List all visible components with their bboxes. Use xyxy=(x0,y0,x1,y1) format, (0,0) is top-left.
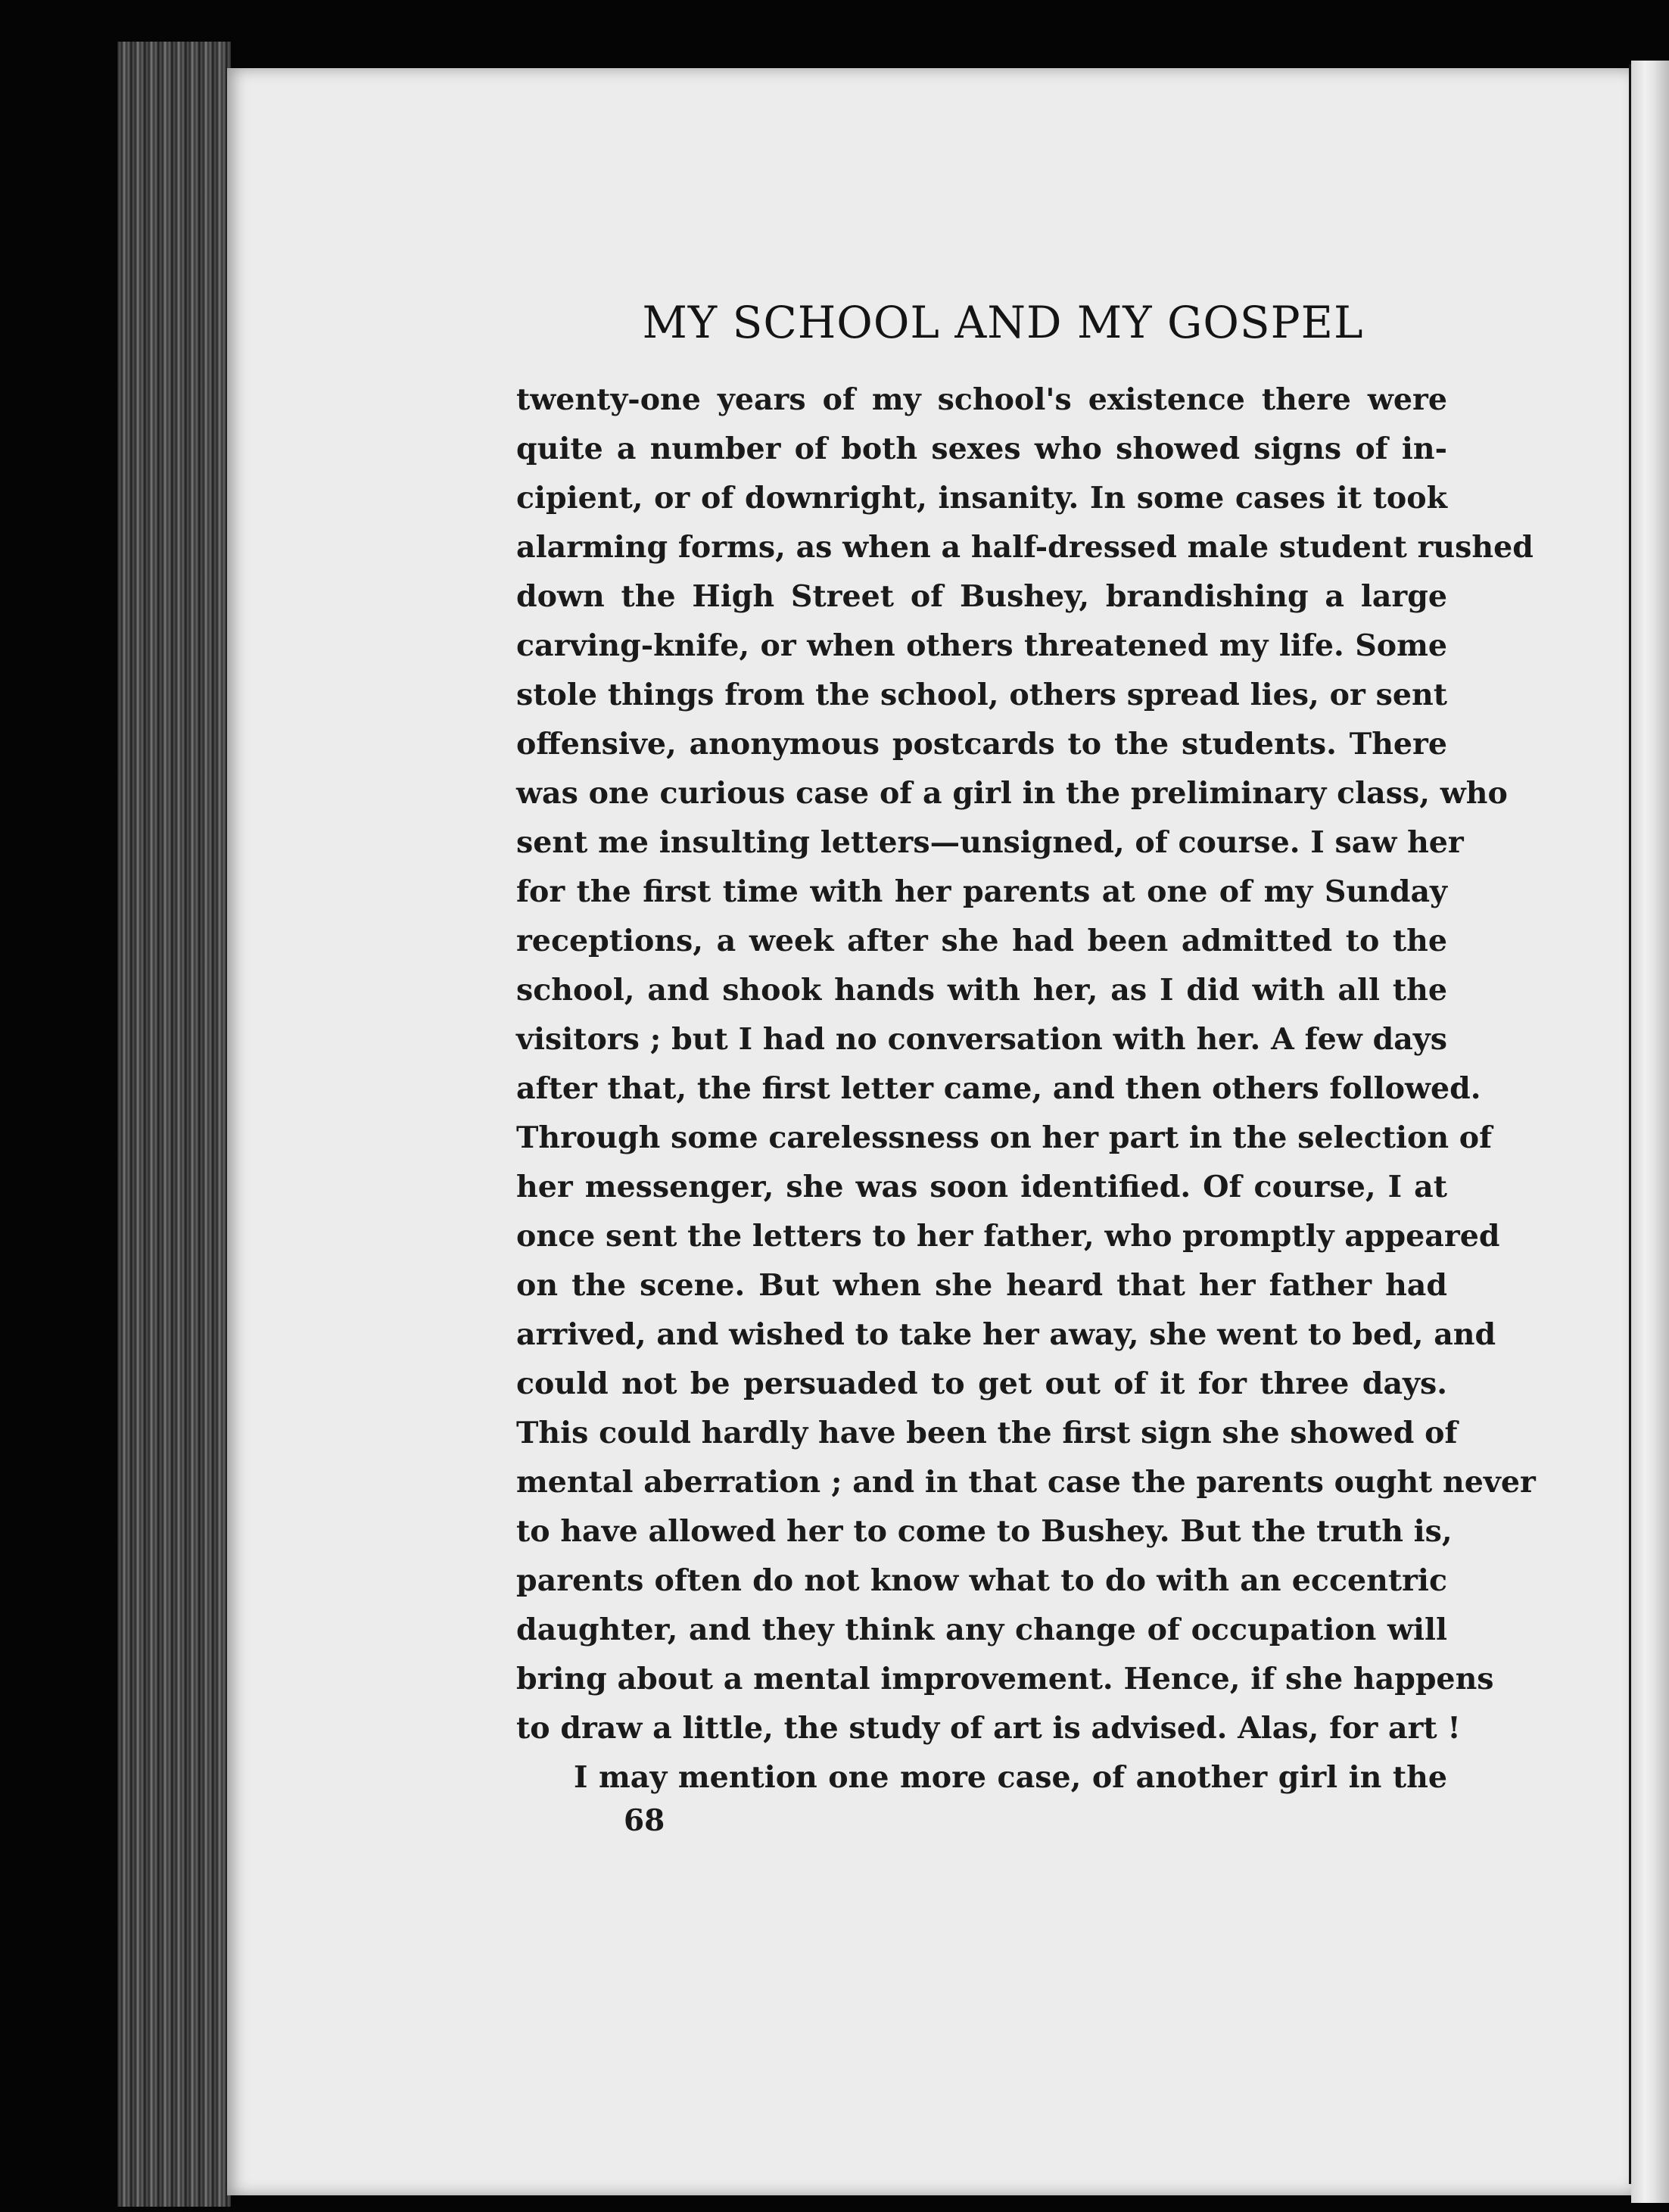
book-spine-edge xyxy=(117,42,231,2207)
running-head: MY SCHOOL AND MY GOSPEL xyxy=(642,297,1364,348)
text-line: on the scene. But when she heard that her father had xyxy=(516,1268,1447,1303)
text-line: cipient, or of downright, insanity. In some cases it took xyxy=(516,481,1447,516)
page-number: 68 xyxy=(624,1803,665,1838)
text-line: bring about a mental improvement. Hence, if she happens xyxy=(516,1662,1494,1696)
text-line: after that, the first letter came, and then others followed. xyxy=(516,1071,1481,1106)
text-line: mental aberration ; and in that case the parents ought never xyxy=(516,1465,1536,1500)
text-line: visitors ; but I had no conversation with her. A few days xyxy=(516,1022,1447,1057)
text-line: once sent the letters to her father, who promptly appeared xyxy=(516,1219,1500,1254)
paragraph-end-line: to draw a little, the study of art is advised. Alas, for art ! xyxy=(516,1711,1461,1746)
text-line: arrived, and wished to take her away, she went to bed, and xyxy=(516,1317,1496,1352)
text-line: to have allowed her to come to Bushey. But the truth is, xyxy=(516,1514,1453,1549)
paragraph-start-line: I may mention one more case, of another girl in the xyxy=(574,1760,1447,1795)
text-line: could not be persuaded to get out of it for three days. xyxy=(516,1366,1447,1401)
text-line: twenty-one years of my school's existence there were xyxy=(516,382,1447,417)
text-line: parents often do not know what to do with an eccentric xyxy=(516,1563,1447,1598)
text-line: school, and shook hands with her, as I did with all the xyxy=(516,973,1447,1008)
text-line: sent me insulting letters—unsigned, of course. I saw her xyxy=(516,825,1464,860)
facing-page-edge xyxy=(1631,61,1669,2203)
text-line: stole things from the school, others spread lies, or sent xyxy=(516,678,1447,712)
text-line: was one curious case of a girl in the preliminary class, who xyxy=(516,776,1508,811)
text-line: receptions, a week after she had been admitted to the xyxy=(516,924,1447,958)
text-line: daughter, and they think any change of occupation will xyxy=(516,1612,1447,1647)
text-line: carving-knife, or when others threatened my life. Some xyxy=(516,628,1447,663)
text-line: down the High Street of Bushey, brandishing a large xyxy=(516,579,1447,614)
text-line: Through some carelessness on her part in the selection of xyxy=(516,1120,1493,1155)
text-line: for the first time with her parents at one of my Sunday xyxy=(516,874,1447,909)
text-line: quite a number of both sexes who showed signs of in- xyxy=(516,431,1447,466)
text-line: This could hardly have been the first sign she showed of xyxy=(516,1416,1458,1450)
text-line: offensive, anonymous postcards to the students. There xyxy=(516,727,1447,762)
body-text xyxy=(516,375,1536,1802)
text-line: alarming forms, as when a half-dressed male student rushed xyxy=(516,530,1534,565)
text-line: her messenger, she was soon identified. Of course, I at xyxy=(516,1170,1447,1204)
